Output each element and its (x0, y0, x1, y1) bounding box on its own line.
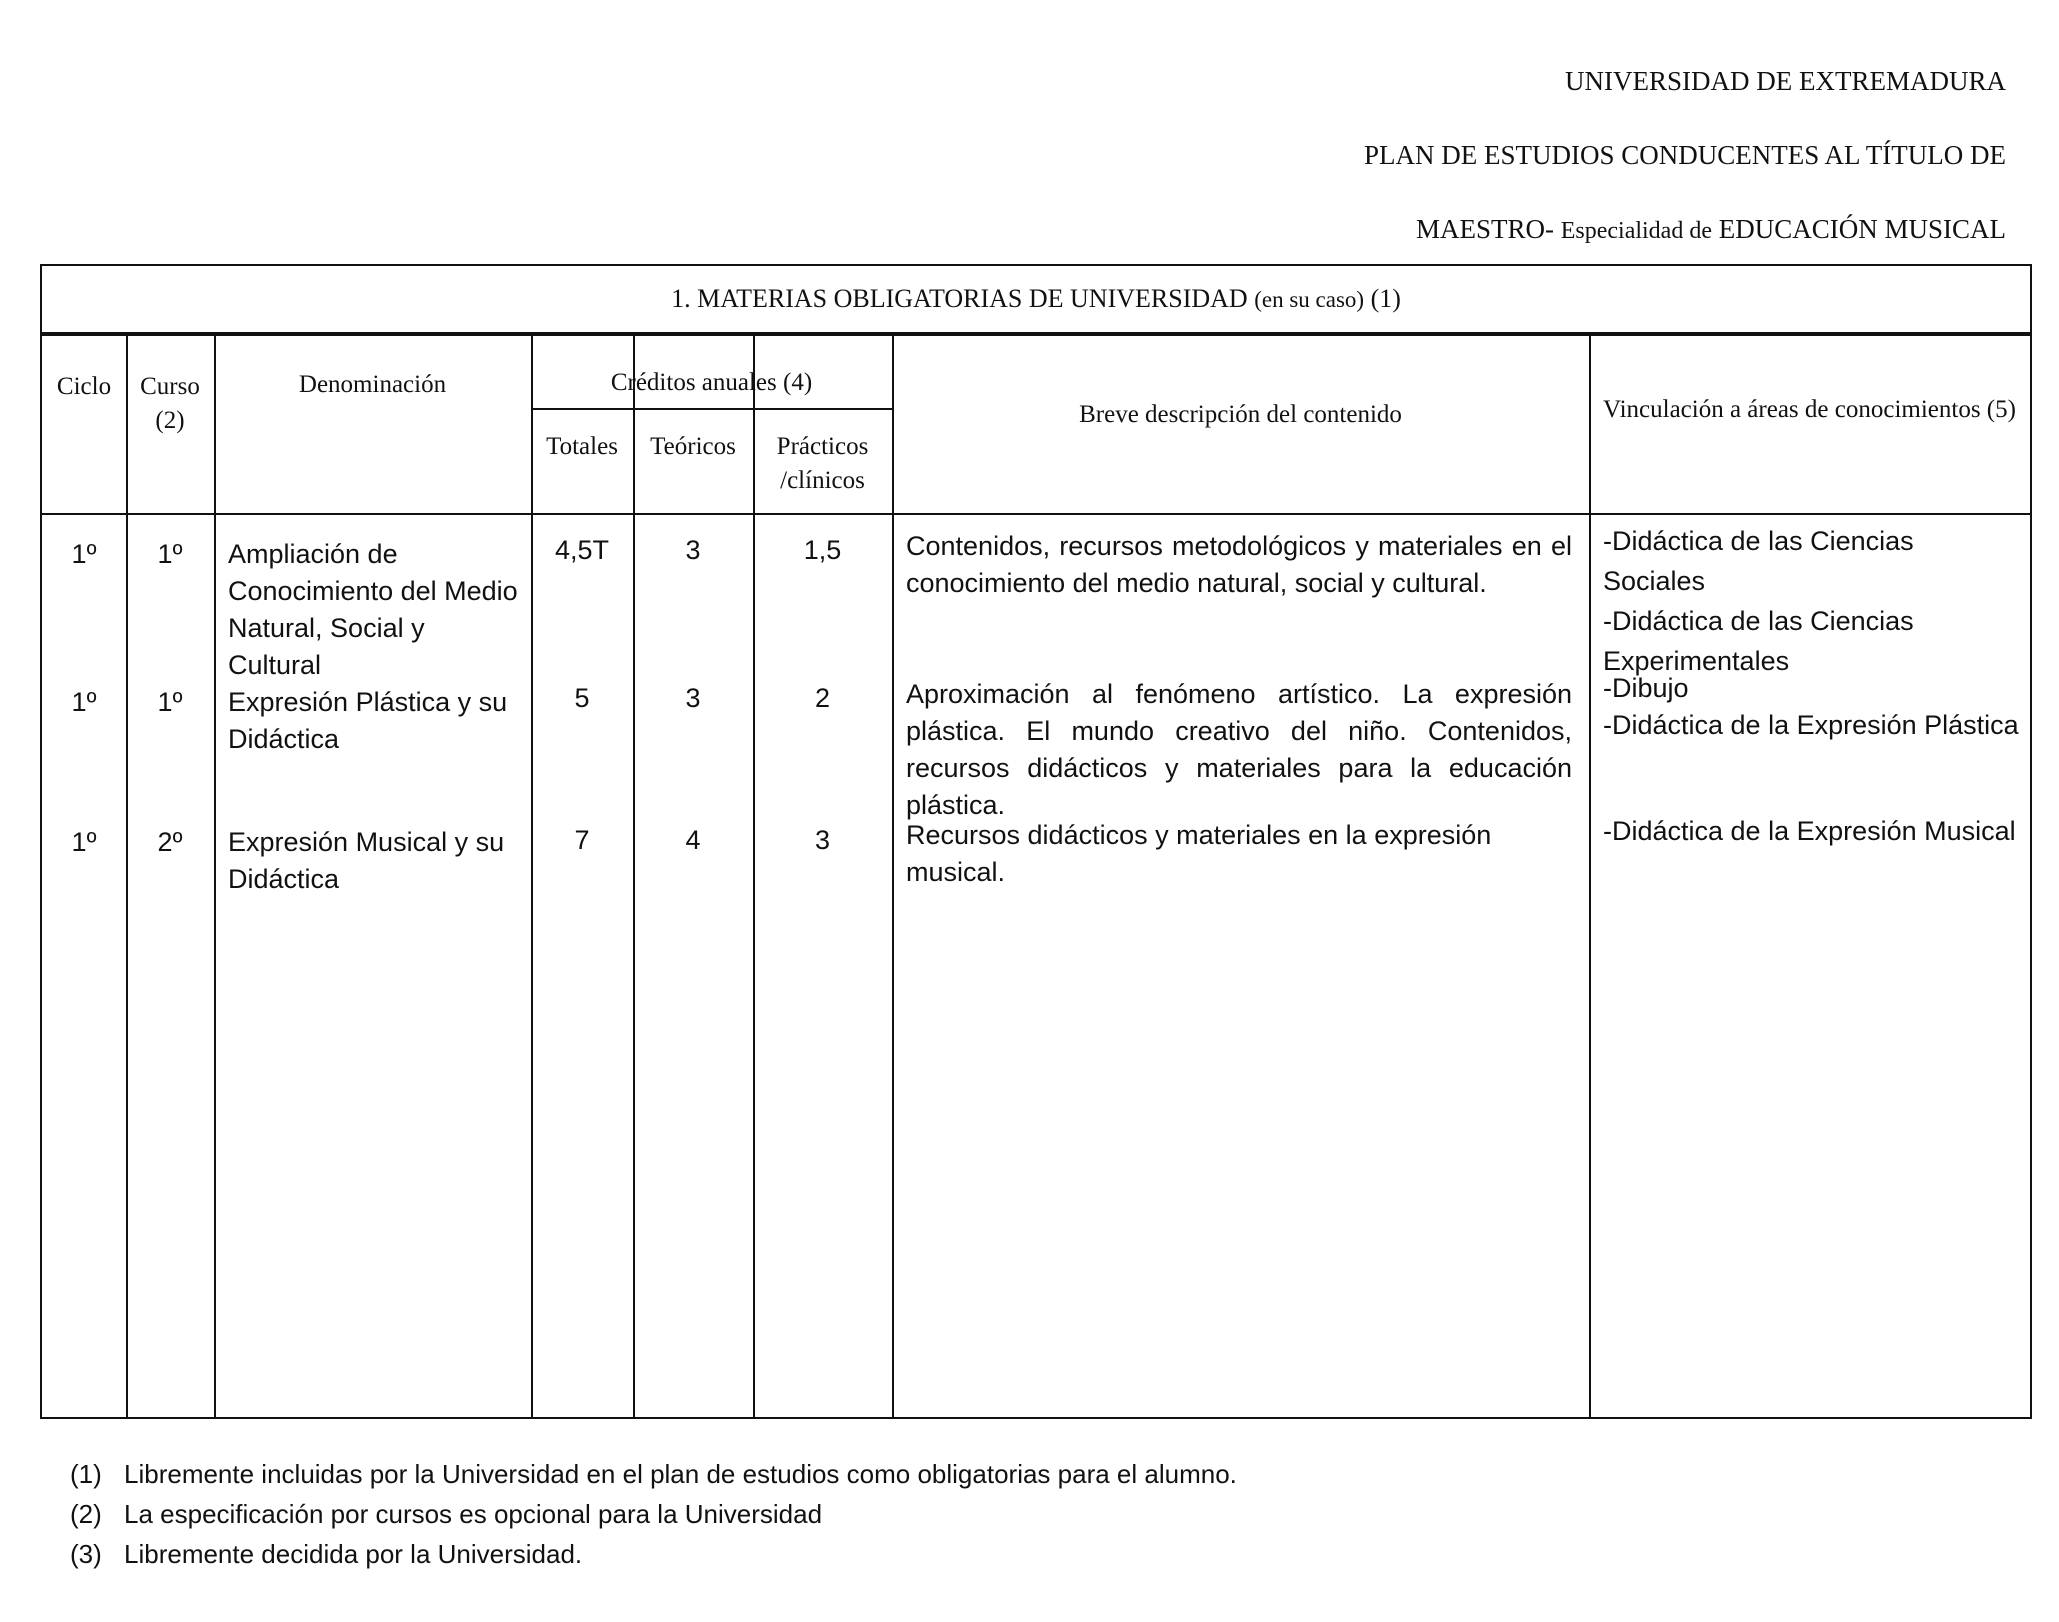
header-curso-label: Curso (140, 373, 200, 400)
row3-areas (1603, 813, 2023, 850)
row1-curso: 1º (157, 539, 183, 569)
column-divider (633, 336, 635, 1417)
row1-denominacion: Ampliación de Conocimiento del Medio Natural, Social y Cultural (228, 539, 518, 680)
footnote-number: (2) (70, 1499, 102, 1529)
header-denominacion: Denominación (298, 371, 447, 398)
degree-specialty: EDUCACIÓN MUSICAL (1718, 214, 2006, 244)
table-title-qualifier: (en su caso) (1254, 287, 1365, 312)
footnote-text: Libremente decidida por la Universidad. (124, 1539, 583, 1569)
list-item: -Didáctica de las Ciencias Sociales (1603, 526, 1914, 596)
column-divider (1589, 336, 1591, 1417)
table-title-main: 1. MATERIAS OBLIGATORIAS DE UNIVERSIDAD (671, 284, 1248, 313)
footnote (70, 1534, 1237, 1574)
row3-denominacion: Expresión Musical y su Didáctica (228, 827, 505, 894)
row2-descripcion: Aproximación al fenómeno artístico. La expresión plástica. El mundo creativo del niño. Contenidos, recursos didácticos y materiales para la educación plástica. (906, 679, 1572, 820)
credits-header-divider (531, 408, 892, 410)
degree-prefix: MAESTRO- (1415, 214, 1554, 244)
table-title (42, 266, 2030, 336)
row3-totales: 7 (574, 825, 590, 855)
row3-teoricos: 4 (685, 825, 701, 855)
footnote-number: (1) (70, 1459, 102, 1489)
header-practicos-line1: Prácticos (776, 433, 869, 460)
footnotes (70, 1454, 1237, 1574)
row1-ciclo: 1º (71, 539, 97, 569)
list-item: -Dibujo (1603, 673, 1689, 703)
row1-descripcion: Contenidos, recursos metodológicos y materiales en el conocimiento del medio natural, social y cultural. (906, 531, 1572, 598)
header-ciclo: Ciclo (56, 373, 112, 400)
column-divider (753, 336, 755, 1417)
row3-curso: 2º (157, 827, 183, 857)
header-totales: Totales (546, 433, 618, 460)
row1-practicos: 1,5 (803, 535, 842, 565)
row2-areas (1603, 670, 2023, 744)
degree-title (1364, 192, 2006, 268)
footnote-text: La especificación por cursos es opcional para la Universidad (124, 1499, 823, 1529)
header-creditos: Créditos anuales (4) (610, 369, 813, 396)
row2-totales: 5 (574, 683, 590, 713)
row3-descripcion: Recursos didácticos y materiales en la expresión musical. (906, 820, 1492, 887)
header-bottom-rule (42, 513, 2030, 515)
header-vinculacion: Vinculación a áreas de conocimientos (5) (1603, 396, 2016, 423)
university-name: UNIVERSIDAD DE EXTREMADURA (1565, 66, 2006, 96)
row2-teoricos: 3 (685, 683, 701, 713)
column-divider (892, 336, 894, 1417)
row1-teoricos: 3 (685, 535, 701, 565)
document-header (1364, 44, 2006, 268)
header-curso-note: (2) (155, 407, 185, 434)
table-title-note: (1) (1370, 284, 1401, 313)
footnote (70, 1454, 1237, 1494)
header-descripcion: Breve descripción del contenido (1079, 401, 1402, 428)
column-divider (126, 336, 128, 1417)
row3-practicos: 3 (814, 825, 831, 855)
subjects-table (40, 264, 2032, 1419)
row2-curso: 1º (157, 687, 183, 717)
row2-ciclo: 1º (71, 687, 97, 717)
header-teoricos: Teóricos (650, 433, 736, 460)
degree-specialty-label: Especialidad de (1560, 218, 1712, 244)
column-divider (531, 336, 533, 1417)
footnote-number: (3) (70, 1539, 102, 1569)
column-divider (214, 336, 216, 1417)
footnote-text: Libremente incluidas por la Universidad en el plan de estudios como obligatorias para el alumno. (124, 1459, 1237, 1489)
footnote (70, 1494, 1237, 1534)
row2-practicos: 2 (814, 683, 831, 713)
list-item: -Didáctica de la Expresión Plástica (1603, 710, 2019, 740)
list-item: -Didáctica de las Ciencias Experimentales (1603, 606, 1914, 676)
header-curso (126, 370, 214, 438)
row3-ciclo: 1º (71, 827, 97, 857)
plan-title: PLAN DE ESTUDIOS CONDUCENTES AL TÍTULO DE (1364, 140, 2006, 170)
row2-denominacion: Expresión Plástica y su Didáctica (228, 687, 508, 754)
row1-totales: 4,5T (554, 535, 610, 565)
header-practicos-line2: /clínicos (780, 467, 865, 494)
list-item: -Didáctica de la Expresión Musical (1603, 816, 2016, 846)
row1-areas (1603, 521, 2023, 681)
header-practicos (753, 430, 892, 498)
